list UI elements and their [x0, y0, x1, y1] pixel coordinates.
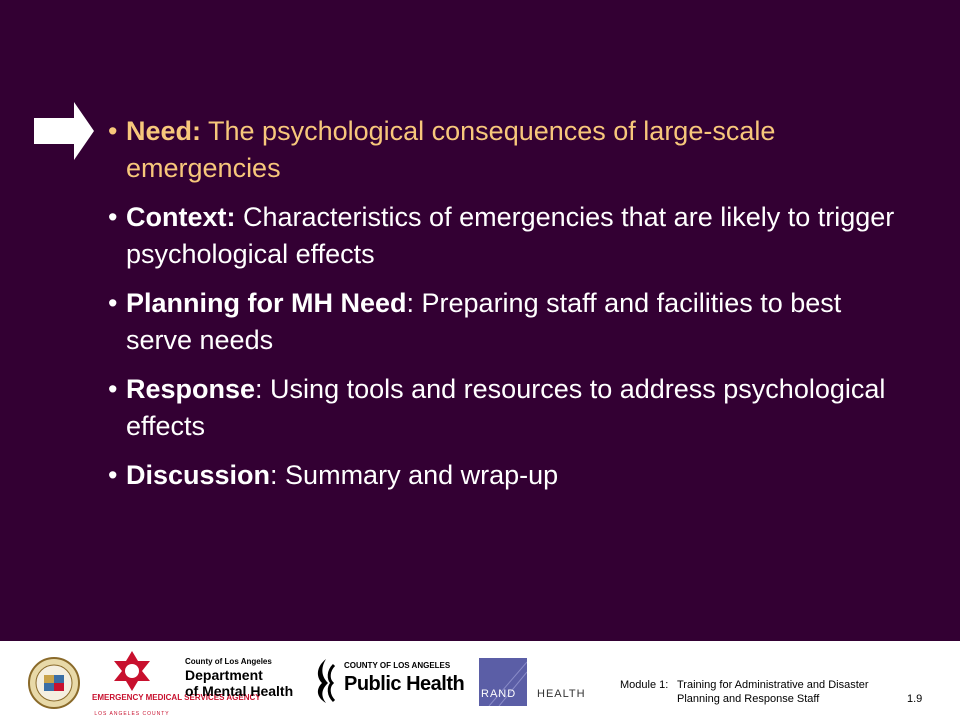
- public-health-name: Public Health: [344, 673, 465, 695]
- agenda-term: Context:: [126, 202, 236, 232]
- module-title: Training for Administrative and Disaster Planning and Response Staff: [677, 679, 869, 705]
- slide-footer: [0, 641, 960, 720]
- public-health-county-label: COUNTY OF LOS ANGELES: [344, 661, 451, 670]
- public-health-logo: [312, 655, 465, 710]
- agenda-item-discussion: [108, 457, 908, 494]
- county-seal-logo-icon: [28, 657, 80, 709]
- current-topic-arrow-icon: [34, 102, 94, 160]
- ems-agency-county: LOS ANGELES COUNTY: [94, 711, 170, 717]
- bullet-marker: •: [108, 116, 118, 146]
- agenda-item-response: [108, 371, 908, 445]
- bullet-marker: •: [108, 288, 118, 318]
- agenda-item-need: [108, 113, 908, 187]
- dmh-name-line2: of Mental Health: [185, 683, 294, 699]
- agenda-description: : Preparing staff and facilities to best serve needs: [126, 288, 842, 355]
- public-health-mark-icon: [312, 657, 340, 705]
- page-number: 1.9: [907, 693, 923, 705]
- agenda-item-planning: [108, 285, 908, 359]
- agenda-term: Discussion: [126, 460, 271, 490]
- agenda-description: The psychological consequences of large-scale emergencies: [126, 116, 776, 183]
- dmh-county-label: County of Los Angeles: [185, 657, 272, 666]
- rand-box: [479, 658, 527, 706]
- dmh-name-line1: Department: [185, 667, 263, 683]
- ems-star-icon: [114, 651, 150, 691]
- dmh-logo: [185, 657, 300, 712]
- agenda-list: [108, 113, 908, 506]
- agenda-term: Planning for MH Need: [126, 288, 407, 318]
- rand-health-logo: [479, 658, 586, 708]
- agenda-description: Characteristics of emergencies that are likely to trigger psychological effects: [126, 202, 895, 269]
- agenda-description: : Using tools and resources to address psychological effects: [126, 374, 886, 441]
- bullet-marker: •: [108, 374, 118, 404]
- agenda-term: Need:: [126, 116, 202, 146]
- rand-wordmark: RAND: [481, 688, 517, 700]
- health-wordmark: HEALTH: [537, 688, 586, 700]
- module-label: Module 1:: [620, 679, 669, 691]
- bullet-marker: •: [108, 460, 118, 490]
- ems-agency-name: EMERGENCY MEDICAL SERVICES AGENCY: [92, 693, 261, 702]
- agenda-item-context: [108, 199, 908, 273]
- agenda-term: Response: [126, 374, 256, 404]
- bullet-marker: •: [108, 202, 118, 232]
- agenda-description: : Summary and wrap-up: [270, 460, 559, 490]
